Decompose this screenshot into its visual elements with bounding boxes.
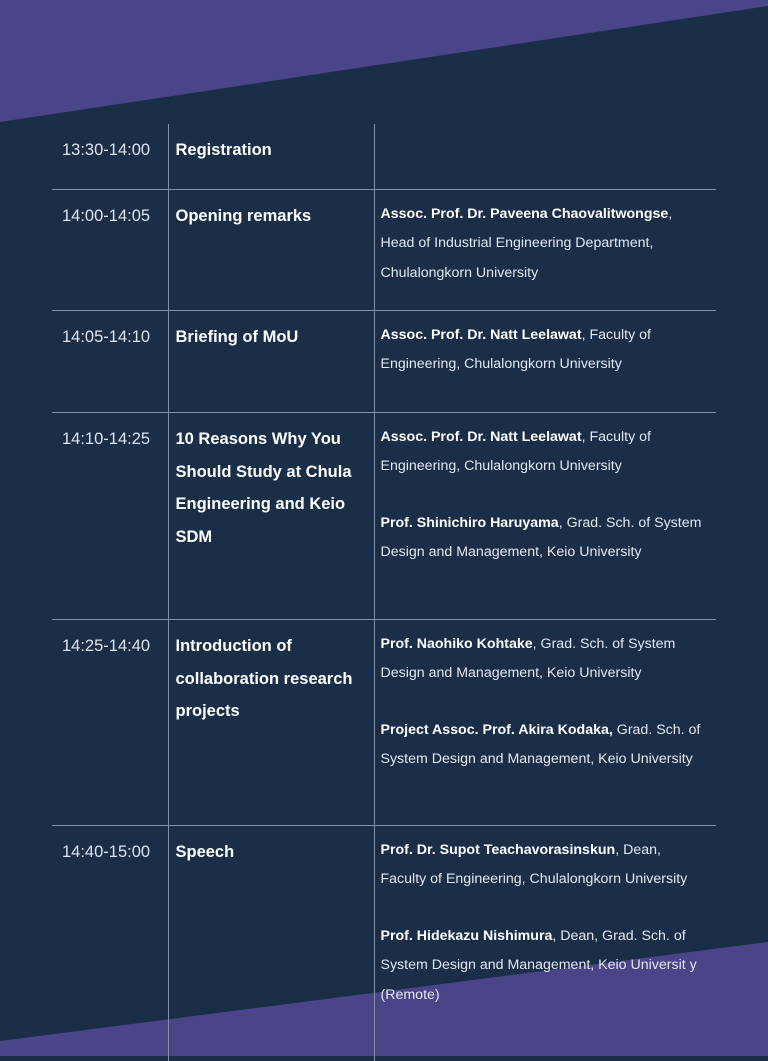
speaker-name: Prof. Hidekazu Nishimura <box>381 928 553 944</box>
agenda-title: Speech <box>168 826 374 1061</box>
speaker-affiliation: , Faculty of Engineering, Chulalongkorn University <box>381 327 651 372</box>
speaker-entry <box>381 836 711 895</box>
agenda-title: 10 Reasons Why You Should Study at Chula Engineering and Keio SDM <box>168 413 374 620</box>
agenda-time: 13:30-14:00 <box>52 124 168 190</box>
agenda-row <box>52 190 716 311</box>
agenda-table <box>52 124 716 1061</box>
agenda-speakers <box>374 826 716 1061</box>
agenda-row <box>52 826 716 1061</box>
agenda-row <box>52 620 716 826</box>
top-diagonal-band <box>0 0 768 122</box>
agenda-speakers <box>374 413 716 620</box>
speaker-name: Prof. Naohiko Kohtake <box>381 636 533 652</box>
agenda-time: 14:25-14:40 <box>52 620 168 826</box>
speaker-name: Assoc. Prof. Dr. Natt Leelawat <box>381 429 582 445</box>
speaker-name: Prof. Shinichiro Haruyama <box>381 515 559 531</box>
agenda-speakers <box>374 190 716 311</box>
speaker-affiliation: , Grad. Sch. of System Design and Management, Keio University <box>381 515 702 560</box>
agenda-row <box>52 124 716 190</box>
speaker-affiliation: Grad. Sch. of System Design and Management, Keio University <box>381 722 701 767</box>
speaker-name: Assoc. Prof. Dr. Natt Leelawat <box>381 327 582 343</box>
agenda-speakers <box>374 311 716 413</box>
agenda-title: Registration <box>168 124 374 190</box>
speaker-entry <box>381 321 711 380</box>
agenda-title: Briefing of MoU <box>168 311 374 413</box>
agenda-time: 14:00-14:05 <box>52 190 168 311</box>
agenda-time: 14:05-14:10 <box>52 311 168 413</box>
agenda-speakers <box>374 124 716 190</box>
speaker-entry <box>381 630 711 689</box>
speaker-entry <box>381 509 711 568</box>
speaker-affiliation: , Dean, Grad. Sch. of System Design and Management, Keio Universit y (Remote) <box>381 928 697 1003</box>
agenda-time: 14:10-14:25 <box>52 413 168 620</box>
speaker-affiliation: , Grad. Sch. of System Design and Management, Keio University <box>381 636 676 681</box>
speaker-affiliation: , Dean, Faculty of Engineering, Chulalongkorn University <box>381 842 688 887</box>
speaker-name: Assoc. Prof. Dr. Paveena Chaovalitwongse <box>381 206 669 222</box>
speaker-name: Prof. Dr. Supot Teachavorasinskun <box>381 842 616 858</box>
agenda-time: 14:40-15:00 <box>52 826 168 1061</box>
speaker-name: Project Assoc. Prof. Akira Kodaka, <box>381 722 613 738</box>
speaker-entry <box>381 423 711 482</box>
agenda-title: Introduction of collaboration research projects <box>168 620 374 826</box>
agenda-row <box>52 311 716 413</box>
speaker-entry <box>381 716 711 775</box>
agenda-speakers <box>374 620 716 826</box>
agenda-row <box>52 413 716 620</box>
speaker-entry <box>381 200 711 288</box>
speaker-entry <box>381 922 711 1010</box>
agenda-title: Opening remarks <box>168 190 374 311</box>
speaker-affiliation: , Head of Industrial Engineering Department, Chulalongkorn University <box>381 206 673 281</box>
speaker-affiliation: , Faculty of Engineering, Chulalongkorn University <box>381 429 651 474</box>
